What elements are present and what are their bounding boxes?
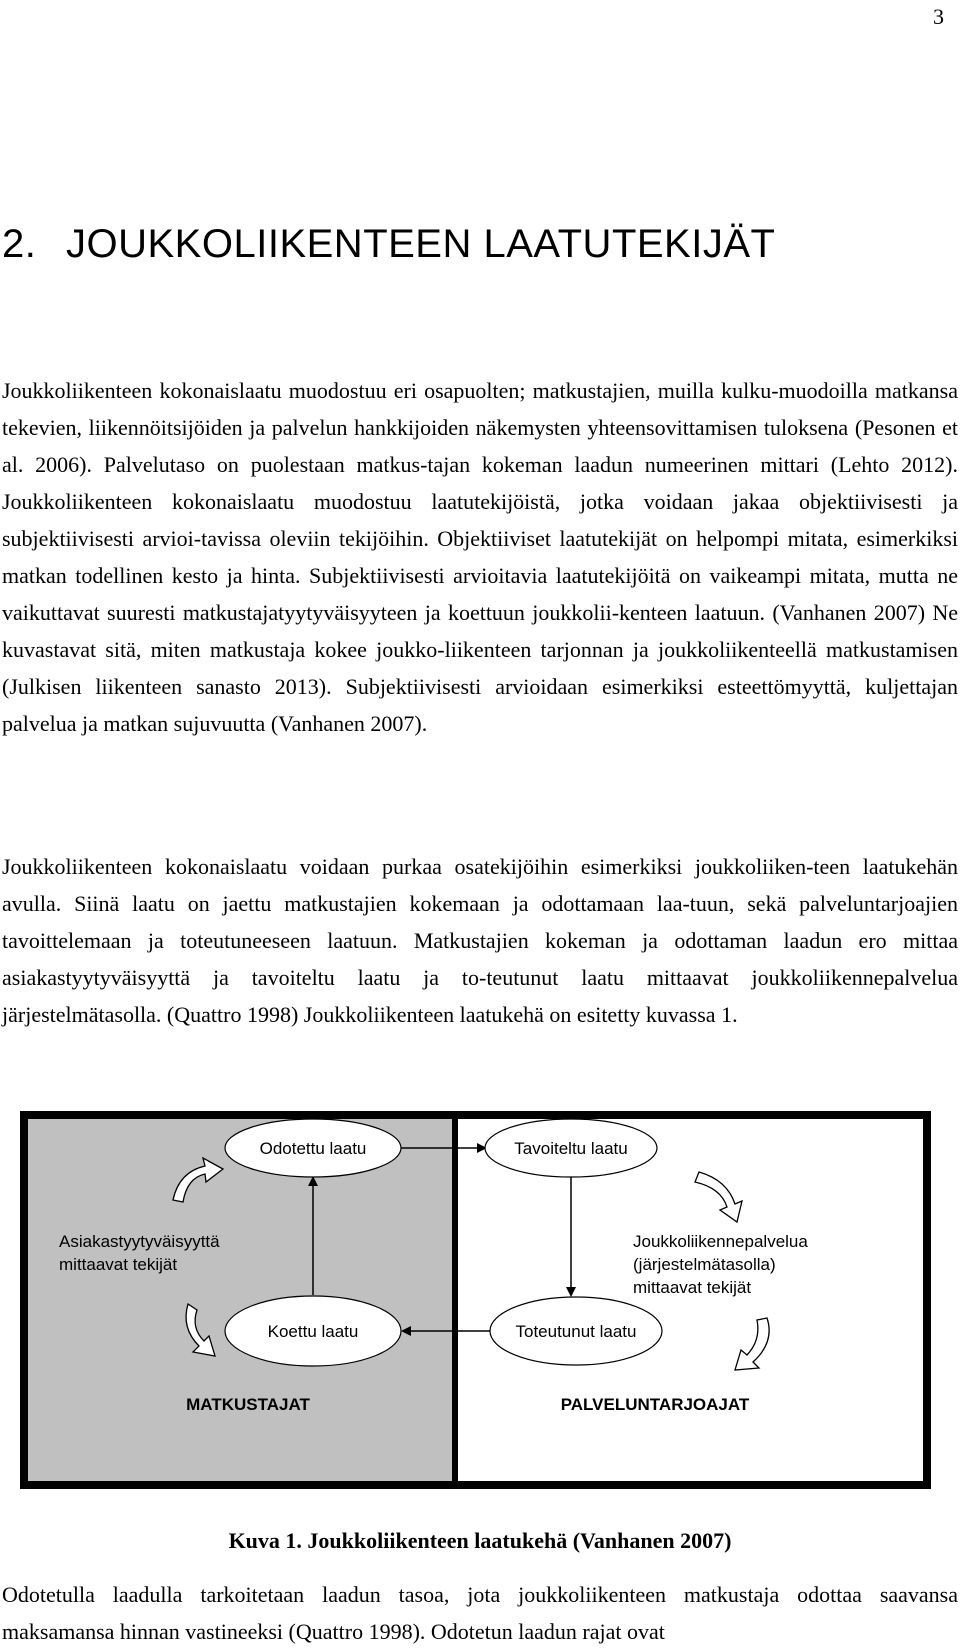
- label-perceived-quality: Koettu laatu: [267, 1322, 359, 1341]
- quality-cycle-diagram: [23, 1114, 928, 1486]
- quality-cycle-figure: [20, 1111, 931, 1489]
- label-expected-quality: Odotettu laatu: [259, 1139, 367, 1158]
- note-left-line-2: mittaavat tekijät: [59, 1255, 178, 1274]
- note-right-line-1: Joukkoliikennepalvelua: [633, 1232, 808, 1251]
- note-left-line-1: Asiakastyytyväisyyttä: [59, 1232, 220, 1251]
- chapter-title: JOUKKOLIIKENTEEN LAATUTEKIJÄT: [66, 222, 776, 266]
- label-passengers: MATKUSTAJAT: [186, 1395, 310, 1414]
- label-target-quality: Tavoiteltu laatu: [514, 1139, 628, 1158]
- passengers-panel: [28, 1119, 452, 1481]
- chapter-number: 2.: [2, 222, 37, 266]
- figure-caption: Kuva 1. Joukkoliikenteen laatukehä (Vanhanen 2007): [228, 1528, 732, 1553]
- body-paragraph-3: Odotetulla laadulla tarkoitetaan laadun tasoa, jota joukkoliikenteen matkustaja odottaa saavansa maksamansa hinnan vastineeksi (Quattro 1998). Odotetun laadun rajat ovat: [2, 1582, 958, 1644]
- chapter-heading: [2, 222, 775, 267]
- body-paragraph-2: Joukkoliikenteen kokonaislaatu voidaan purkaa osatekijöihin esimerkiksi joukkoliiken-teen laatukehän avulla. Siinä laatu on jaettu matkustajien kokemaan ja odottamaan laa-tuun, sekä palveluntarjoajien tavoittelemaan ja toteutuneeseen laatuun. Matkustajien kokeman ja odottaman laadun ero mittaa asiakastyytyväisyyttä ja tavoiteltu laatu ja to-teutunut laatu mittaavat joukkoliikennepalvelua järjestelmätasolla. (Quattro 1998) Joukkoliikenteen laatukehä on esitetty kuvassa 1.: [2, 854, 958, 1027]
- note-right-line-2: (järjestelmätasolla): [633, 1255, 776, 1274]
- label-delivered-quality: Toteutunut laatu: [515, 1322, 637, 1341]
- body-paragraph-1: Joukkoliikenteen kokonaislaatu muodostuu eri osapuolten; matkustajien, muilla kulku-muodoilla matkansa tekevien, liikennöitsijöiden ja palvelun hankkijoiden näkemysten yhteensovittamisen tuloksena (Pesonen et al. 2006). Palvelutaso on puolestaan matkus-tajan kokeman laadun numeerinen mittari (Lehto 2012). Joukkoliikenteen kokonaislaatu muodostuu laatutekijöistä, jotka voidaan jakaa objektiivisesti ja subjektiivisesti arvioi-tavissa oleviin tekijöihin. Objektiiviset laatutekijät on helpompi mitata, esimerkiksi matkan todellinen kesto ja hinta. Subjektiivisesti arvioitavia laatutekijöitä on vaikeampi mitata, mutta ne vaikuttavat suuresti matkustajatyytyväisyyteen ja koettuun joukkolii-kenteen laatuun. (Vanhanen 2007) Ne kuvastavat sitä, miten matkustaja kokee joukko-liikenteen tarjonnan ja joukkoliikenteellä matkustamisen (Julkisen liikenteen sanasto 2013). Subjektiivisesti arvioidaan esimerkiksi esteettömyyttä, kuljettajan palvelua ja matkan sujuvuutta (Vanhanen 2007).: [2, 378, 958, 736]
- page-number: 3: [933, 4, 944, 29]
- label-service-providers: PALVELUNTARJOAJAT: [560, 1395, 750, 1414]
- note-right-line-3: mittaavat tekijät: [633, 1278, 752, 1297]
